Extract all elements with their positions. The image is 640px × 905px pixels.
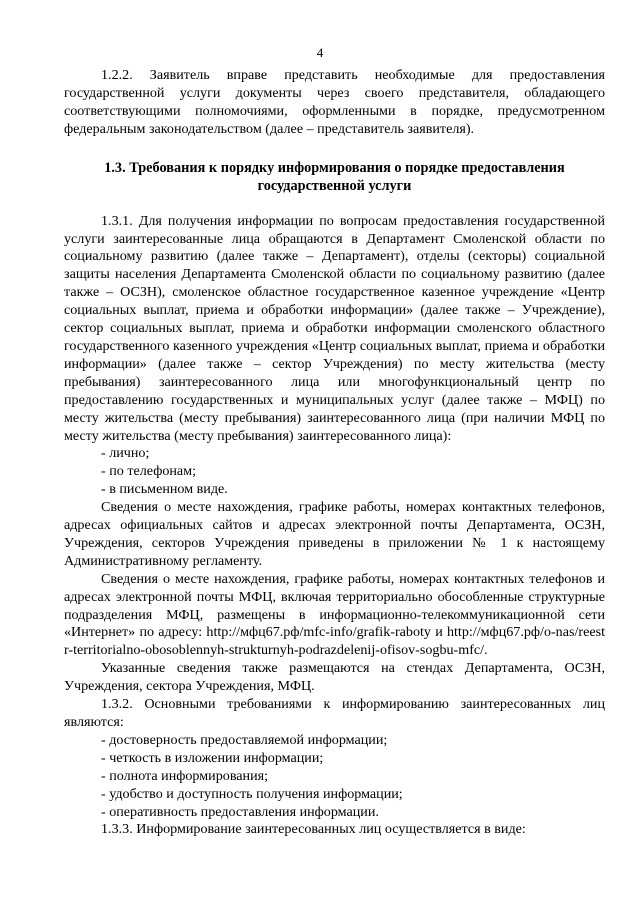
requirement-item: - четкость в изложении информации; bbox=[101, 749, 324, 766]
paragraph-1-2-2: 1.2.2. Заявитель вправе представить необходимые для предоставления государственной услуги документы через своего представителя, обладающего соответствующими полномочиями, оформленными в порядке, предусмотренном федеральным законодательством (далее – представитель заявителя). bbox=[64, 67, 605, 137]
link-conjunction: и bbox=[430, 624, 447, 641]
mfc-registry-link[interactable]: http://мфц67.рф/o-nas/reestr-territorialno-obosoblennyh-strukturnyh-podrazdelenij-ofisov-sogbu-mfc/. bbox=[64, 624, 605, 659]
requirement-item: - оперативность предоставления информации. bbox=[101, 803, 379, 820]
paragraph-1-3-2: 1.3.2. Основными требованиями к информированию заинтересованных лиц являются: bbox=[64, 696, 605, 730]
document-body bbox=[64, 67, 605, 839]
requirement-item: - полнота информирования; bbox=[101, 767, 269, 784]
section-heading-1-3: 1.3. Требования к порядку информирования о порядке предоставления государственной услуги bbox=[104, 159, 565, 194]
paragraph-1-3-3: 1.3.3. Информирование заинтересованных лиц осуществляется в виде: bbox=[101, 821, 526, 838]
mfc-schedule-link[interactable]: http://мфц67.рф/mfc-info/grafik-raboty bbox=[206, 624, 431, 641]
list-item: - лично; bbox=[101, 445, 150, 462]
list-item: - в письменном виде. bbox=[101, 481, 228, 498]
paragraph-contacts-info: Сведения о месте нахождения, графике работы, номерах контактных телефонов, адресах официальных сайтов и адресах электронной почты Департамента, ОСЗН, Учреждения, секторов Учреждения приведены в приложении № 1 к настоящему Административному регламенту. bbox=[64, 499, 605, 569]
mfc-info-text: Сведения о месте нахождения, графике работы, номерах контактных телефонов и адресах электронной почты МФЦ, включая территориально обособленные структурные подразделения МФЦ, размещены в информационно-телекоммуникационной сети «Интернет» по адресу: bbox=[64, 570, 605, 641]
requirement-item: - достоверность предоставляемой информации; bbox=[101, 731, 388, 748]
list-item: - по телефонам; bbox=[101, 463, 197, 480]
paragraph-mfc-info bbox=[64, 571, 605, 661]
page-number: 4 bbox=[316, 45, 324, 60]
paragraph-1-3-1: 1.3.1. Для получения информации по вопросам предоставления государственной услуги заинтересованные лица обращаются в Департамент Смоленской области по социальному развитию (далее также – Департамент), отделы (секторы) социальной защиты населения Департамента Смоленской области по социальному развитию (далее также – ОСЗН), смоленское областное государственное казенное учреждение «Центр социальных выплат, приема и обработки информации» (далее также – Учреждение), сектор социальных выплат, приема и обработки информации смоленского областного государственного казенного учреждения «Центр социальных выплат, приема и обработки информации» (далее также – сектор Учреждения) по месту жительства (месту пребывания) заинтересованного лица или многофункциональный центр по предоставлению государственных и муниципальных услуг (далее также – МФЦ) по месту жительства (месту пребывания) заинтересованного лица (при наличии МФЦ по месту жительства (месту пребывания) заинтересованного лица): bbox=[64, 212, 605, 444]
paragraph-stands-info: Указанные сведения также размещаются на стендах Департамента, ОСЗН, Учреждения, сектора Учреждения, МФЦ. bbox=[64, 660, 605, 695]
requirement-item: - удобство и доступность получения информации; bbox=[101, 785, 403, 802]
